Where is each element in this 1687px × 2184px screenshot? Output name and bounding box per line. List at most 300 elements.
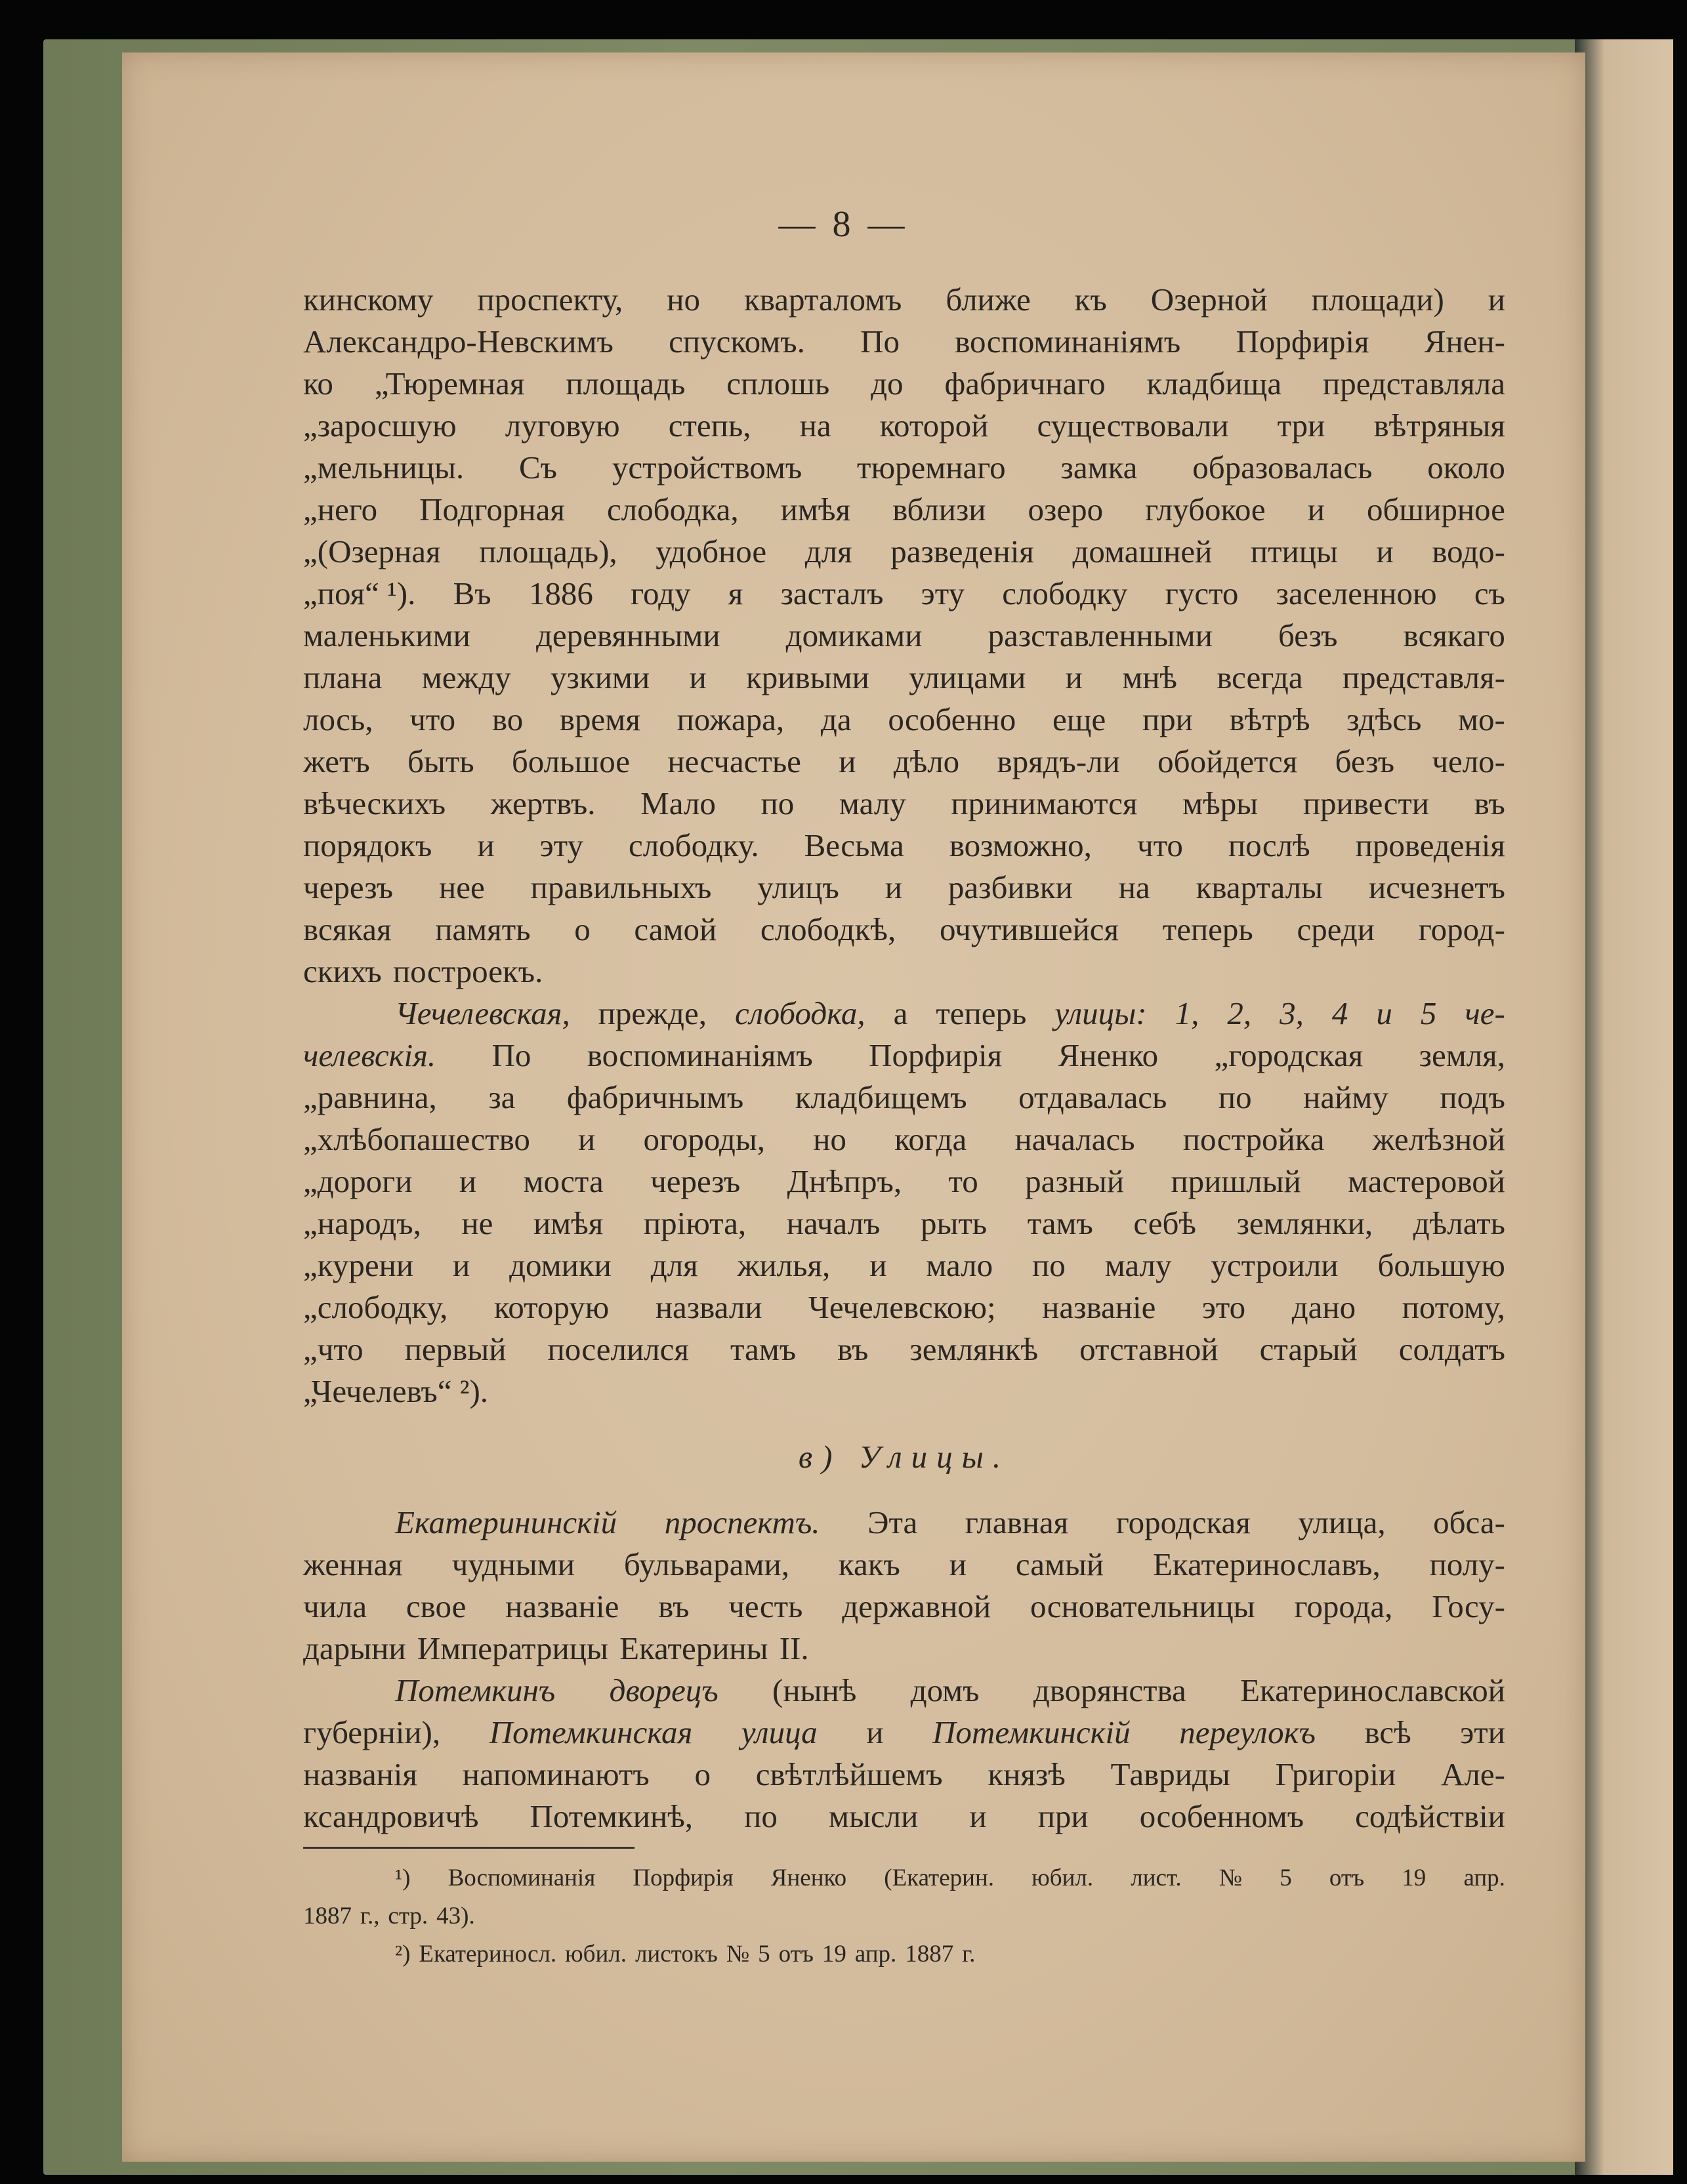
word: лось, [303,701,373,737]
word: „хлѣбопашество [303,1121,530,1157]
word: и [452,1247,470,1283]
word: кривыми [746,659,869,695]
word: напоминаютъ [462,1756,650,1792]
word: эту [539,827,583,863]
text-line [303,405,1505,447]
word: обойдется [1157,743,1298,779]
word: отставной [1079,1331,1218,1367]
word: первый [404,1331,507,1367]
text-line [303,1502,1505,1544]
word: че- [1465,995,1505,1031]
word: всѣ [1364,1714,1411,1750]
word: честь [728,1588,803,1624]
word: теперь [936,995,1027,1031]
word: самой [634,911,717,947]
word: Госу- [1432,1588,1505,1624]
word: фабричнымъ [566,1079,744,1115]
word: и [1376,995,1392,1031]
word: Съ [518,449,558,485]
text-line [303,867,1505,909]
word: самый [1015,1546,1104,1582]
word: мнѣ [1122,659,1178,695]
word: дано [1291,1289,1356,1325]
text-line [303,573,1505,615]
word: г. [962,1941,976,1968]
word: 1887 [905,1941,954,1968]
page-edge [1575,39,1673,2175]
text-line [303,615,1505,657]
text-line [303,1035,1505,1077]
word: 5 [758,1941,770,1968]
word: еще [1052,701,1106,737]
word: имѣя [780,491,851,527]
word: водо- [1432,533,1505,569]
word: челевскія. [303,1037,436,1073]
word: по [760,785,795,821]
footnotes [303,1859,1505,1973]
word: пришлый [1171,1163,1301,1199]
word: образовалась [1192,449,1373,485]
word: (Екатерин. [884,1865,994,1891]
text-line [303,1628,1505,1670]
word: Чечелевская, [395,995,570,1031]
word: стр. [388,1903,428,1929]
word: „слободку, [303,1289,448,1325]
word: Мало [640,785,716,821]
word: фабричнаго [944,365,1106,402]
word: Янен- [1424,323,1505,360]
word: слободку. [628,827,759,863]
word: при [1037,1798,1089,1834]
text-line [303,531,1505,573]
word: озеро [1028,491,1104,527]
word: и [1065,659,1083,695]
text-line [303,699,1505,741]
word: году [631,575,691,611]
word: жертвъ. [490,785,596,821]
word: когда [894,1121,967,1157]
word: отдавалась [1018,1079,1167,1115]
word: принимаются [951,785,1138,821]
word: и [949,1546,967,1582]
word: улица, [1298,1504,1386,1540]
word: основательницы [1030,1588,1255,1624]
word: черезъ [303,869,394,905]
text-line [303,1119,1505,1161]
word: Воспоминанія [448,1865,596,1891]
word: „(Озерная [303,533,441,569]
word: прежде, [598,995,707,1031]
word: и [477,827,495,863]
word: началась [1014,1121,1135,1157]
word: съ [1474,575,1505,611]
word: малу [839,785,906,821]
word: особенномъ [1139,1798,1304,1834]
text-line [303,321,1505,363]
word: земля, [1419,1037,1505,1073]
word: 3, [1280,995,1304,1031]
word: воспоминаніямъ [587,1037,813,1073]
word: и [869,1247,887,1283]
text-line [303,909,1505,951]
word: потому, [1402,1289,1505,1325]
word: безъ [1335,743,1395,779]
word: возможно, [949,827,1092,863]
word: при [1142,701,1193,737]
word: 1886 [528,575,593,611]
text-line [303,1077,1505,1119]
word: три [1277,407,1325,443]
word: слободка, [734,995,865,1031]
word: „курени [303,1247,414,1283]
word: по [744,1798,778,1834]
word: узкими [551,659,650,695]
word: и [459,1163,477,1199]
paragraphs-top [303,279,1505,1412]
word: сплошь [726,365,830,402]
word: дворянства [1033,1672,1186,1708]
word: № [1218,1865,1243,1891]
word: проведенія [1355,827,1505,863]
word: ¹) [395,1865,411,1891]
word: 1, [1175,995,1199,1031]
word: спускомъ. [669,323,805,360]
word: въ [658,1588,690,1624]
word: вблизи [892,491,986,527]
word: юбил. [1031,1865,1094,1891]
word: степь, [668,407,751,443]
text-line [303,1544,1505,1586]
text-line [303,951,1505,993]
word: эти [1460,1714,1505,1750]
word: лист. [1131,1865,1182,1891]
word: домиками [785,617,923,653]
text-line [303,1586,1505,1628]
word: домики [509,1247,612,1283]
word: для [650,1247,698,1283]
word: привести [1302,785,1429,821]
word: до [871,365,904,402]
word: моста [523,1163,604,1199]
word: апр. [1463,1865,1505,1891]
word: между [421,659,511,695]
word: II. [779,1630,809,1666]
word: это [1201,1289,1246,1325]
word: имѣя [533,1205,604,1241]
word: всякая [303,911,392,947]
word: домашней [1072,533,1213,569]
word: не [461,1205,493,1241]
word: густо [1165,575,1239,611]
text-line [303,1287,1505,1329]
word: женная [303,1546,403,1582]
word: Екатеринославъ, [1152,1546,1381,1582]
word: князѣ [988,1756,1066,1792]
word: г., [360,1903,380,1929]
word: эту [921,575,965,611]
word: Императрицы [417,1630,608,1666]
word: ближе [946,281,1031,318]
word: главная [965,1504,1069,1540]
word: существовали [1037,407,1229,443]
text-line [303,1712,1505,1754]
word: которой [879,407,989,443]
word: большое [511,743,631,779]
word: „него [303,491,378,527]
word: юбил. [565,1941,627,1968]
word: порядокъ [303,827,432,863]
word: обса- [1433,1504,1505,1540]
text-line [303,363,1505,405]
word: которую [493,1289,610,1325]
word: землянкѣ [909,1331,1039,1367]
word: Александро-Невскимъ [303,323,614,360]
word: воспоминаніямъ [955,323,1181,360]
word: для [804,533,852,569]
word: пожара, [677,701,785,737]
word: что [1136,827,1183,863]
paragraphs-streets [303,1502,1505,1838]
footnote-line [303,1935,1505,1973]
word: отъ [778,1941,814,1968]
word: правильныхъ [530,869,712,905]
page-number: — 8 — [778,204,909,245]
word: бульварами, [623,1546,790,1582]
word: чудными [451,1546,575,1582]
word: чила [303,1588,367,1624]
word: „заросшую [303,407,457,443]
word: отъ [1329,1865,1365,1891]
word: послѣ [1228,827,1310,863]
word: ксандровичѣ [303,1798,479,1834]
word: и [866,1714,884,1750]
word: площадь [566,365,686,402]
text-line [303,1670,1505,1712]
word: теперь [1162,911,1253,947]
word: на [1118,869,1150,905]
word: кинскому [303,281,434,318]
word: о [574,911,591,947]
word: 19 [822,1941,846,1968]
word: замка [1060,449,1138,485]
text-line [303,1754,1505,1796]
word: всегда [1217,659,1303,695]
word: большую [1377,1247,1505,1283]
word: рыть [920,1205,988,1241]
word: нее [439,869,485,905]
word: на [799,407,831,443]
word: глубокое [1145,491,1266,527]
section-heading-line [303,1436,1505,1478]
word: Григоріи [1275,1756,1396,1792]
word: (нынѣ [772,1672,857,1708]
footnote-rule [303,1847,635,1849]
word: мало [926,1247,993,1283]
word: разный [1025,1163,1125,1199]
word: деревянными [535,617,720,653]
word: листокъ [635,1941,718,1968]
word: переулокъ [1179,1714,1316,1750]
word: что [409,701,456,737]
word: разведенія [890,533,1034,569]
word: началъ [786,1205,881,1241]
word: губерніи), [303,1714,441,1750]
word: и [1307,491,1325,527]
word: исчезнетъ [1368,869,1505,905]
word: площадь), [479,533,617,569]
word: Днѣпръ, [787,1163,902,1199]
word: кладбищемъ [795,1079,967,1115]
word: подъ [1440,1079,1505,1115]
word: то [948,1163,978,1199]
word: представляла [1323,365,1505,402]
word: кладбища [1146,365,1282,402]
word: я [728,575,743,611]
word: Але- [1441,1756,1505,1792]
word: „мельницы. [303,449,465,485]
word: Порфирія [869,1037,1003,1073]
page-text [303,279,1505,1973]
word: желѣзной [1372,1121,1505,1157]
word: дарыни [303,1630,406,1666]
text-line [303,279,1505,321]
word: въ [1474,785,1505,821]
word: названіе [505,1588,619,1624]
word: черезъ [650,1163,741,1199]
word: птицы [1250,533,1338,569]
word: содѣйствіи [1355,1798,1505,1834]
word: 1887 [303,1903,352,1929]
footnote-line [303,1897,1505,1935]
word: поселился [547,1331,689,1367]
spacer [303,1478,1505,1502]
word: среди [1297,911,1375,947]
word: и [1488,281,1505,318]
word: старый [1259,1331,1358,1367]
word: Озерной [1150,281,1268,318]
word: „городская [1214,1037,1364,1073]
word: солдатъ [1398,1331,1505,1367]
word: мо- [1458,701,1505,737]
text-line [303,783,1505,825]
word: Потемкинскій [932,1714,1131,1750]
word: державной [842,1588,991,1624]
text-line [303,993,1505,1035]
word: вѣческихъ [303,785,446,821]
word: жетъ [303,743,370,779]
text-line [303,1796,1505,1838]
word: Эта [867,1504,918,1540]
word: вѣтрѣ [1229,701,1310,737]
word: названіе [1042,1289,1156,1325]
word: землянки, [1236,1205,1373,1241]
word: полу- [1429,1546,1505,1582]
text-line [303,1329,1505,1370]
word: время [559,701,640,737]
word: Екатериносл. [419,1941,557,1968]
word: городская [1115,1504,1251,1540]
word: „народъ, [303,1205,421,1241]
word: и [578,1121,596,1157]
word: за [488,1079,516,1115]
word: дворецъ [609,1672,719,1708]
word: память [435,911,531,947]
word: около [1427,449,1505,485]
word: Порфирія [1236,323,1369,360]
word: 43). [436,1903,475,1929]
word: чело- [1432,743,1505,779]
word: построекъ. [392,953,543,989]
word: Потемкинская [489,1714,693,1750]
word: Въ [453,575,491,611]
word: 2, [1227,995,1252,1031]
word: Потемкинъ [395,1672,556,1708]
word: домъ [910,1672,980,1708]
word: обширное [1366,491,1505,527]
word: Потемкинѣ, [530,1798,694,1834]
word: скихъ [303,953,382,989]
word: свѣтлѣйшемъ [755,1756,943,1792]
word: по [1032,1247,1066,1283]
word: плана [303,659,383,695]
word: и [969,1798,987,1834]
word: засталъ [780,575,884,611]
text-line [303,1203,1505,1245]
word: о [694,1756,711,1792]
text-line [303,489,1505,531]
word: 5 [1420,995,1437,1031]
word: кварталы [1196,869,1323,905]
word: По [860,323,900,360]
word: Порфирія [633,1865,734,1891]
section-heading: в) Улицы. [798,1439,1010,1475]
word: Екатеринославской [1240,1672,1505,1708]
word: свое [406,1588,467,1624]
word: тамъ [730,1331,797,1367]
text-line [303,1245,1505,1287]
word: тюремнаго [857,449,1006,485]
word: улицъ [757,869,839,905]
word: очутившейся [939,911,1119,947]
word: во [491,701,524,737]
word: проспектъ. [664,1504,820,1540]
word: мѣры [1182,785,1259,821]
word: 19 [1402,1865,1427,1891]
word: разбивки [948,869,1073,905]
footnote-line [303,1859,1505,1897]
word: города, [1294,1588,1393,1624]
text-line [303,825,1505,867]
word: жилья, [737,1247,831,1283]
word: устроили [1211,1247,1339,1283]
word: дѣлать [1413,1205,1505,1241]
word: всякаго [1403,617,1505,653]
word: улица [741,1714,818,1750]
word: назвали [655,1289,762,1325]
text-line [303,657,1505,699]
word: и [689,659,707,695]
word: здѣсь [1346,701,1422,737]
word: удобное [656,533,767,569]
word: и [885,869,902,905]
word: представля- [1342,659,1505,695]
word: да [820,701,852,737]
word: а [893,995,908,1031]
word: въ [837,1331,869,1367]
word: „дороги [303,1163,413,1199]
word: и [839,743,856,779]
word: названія [303,1756,417,1792]
